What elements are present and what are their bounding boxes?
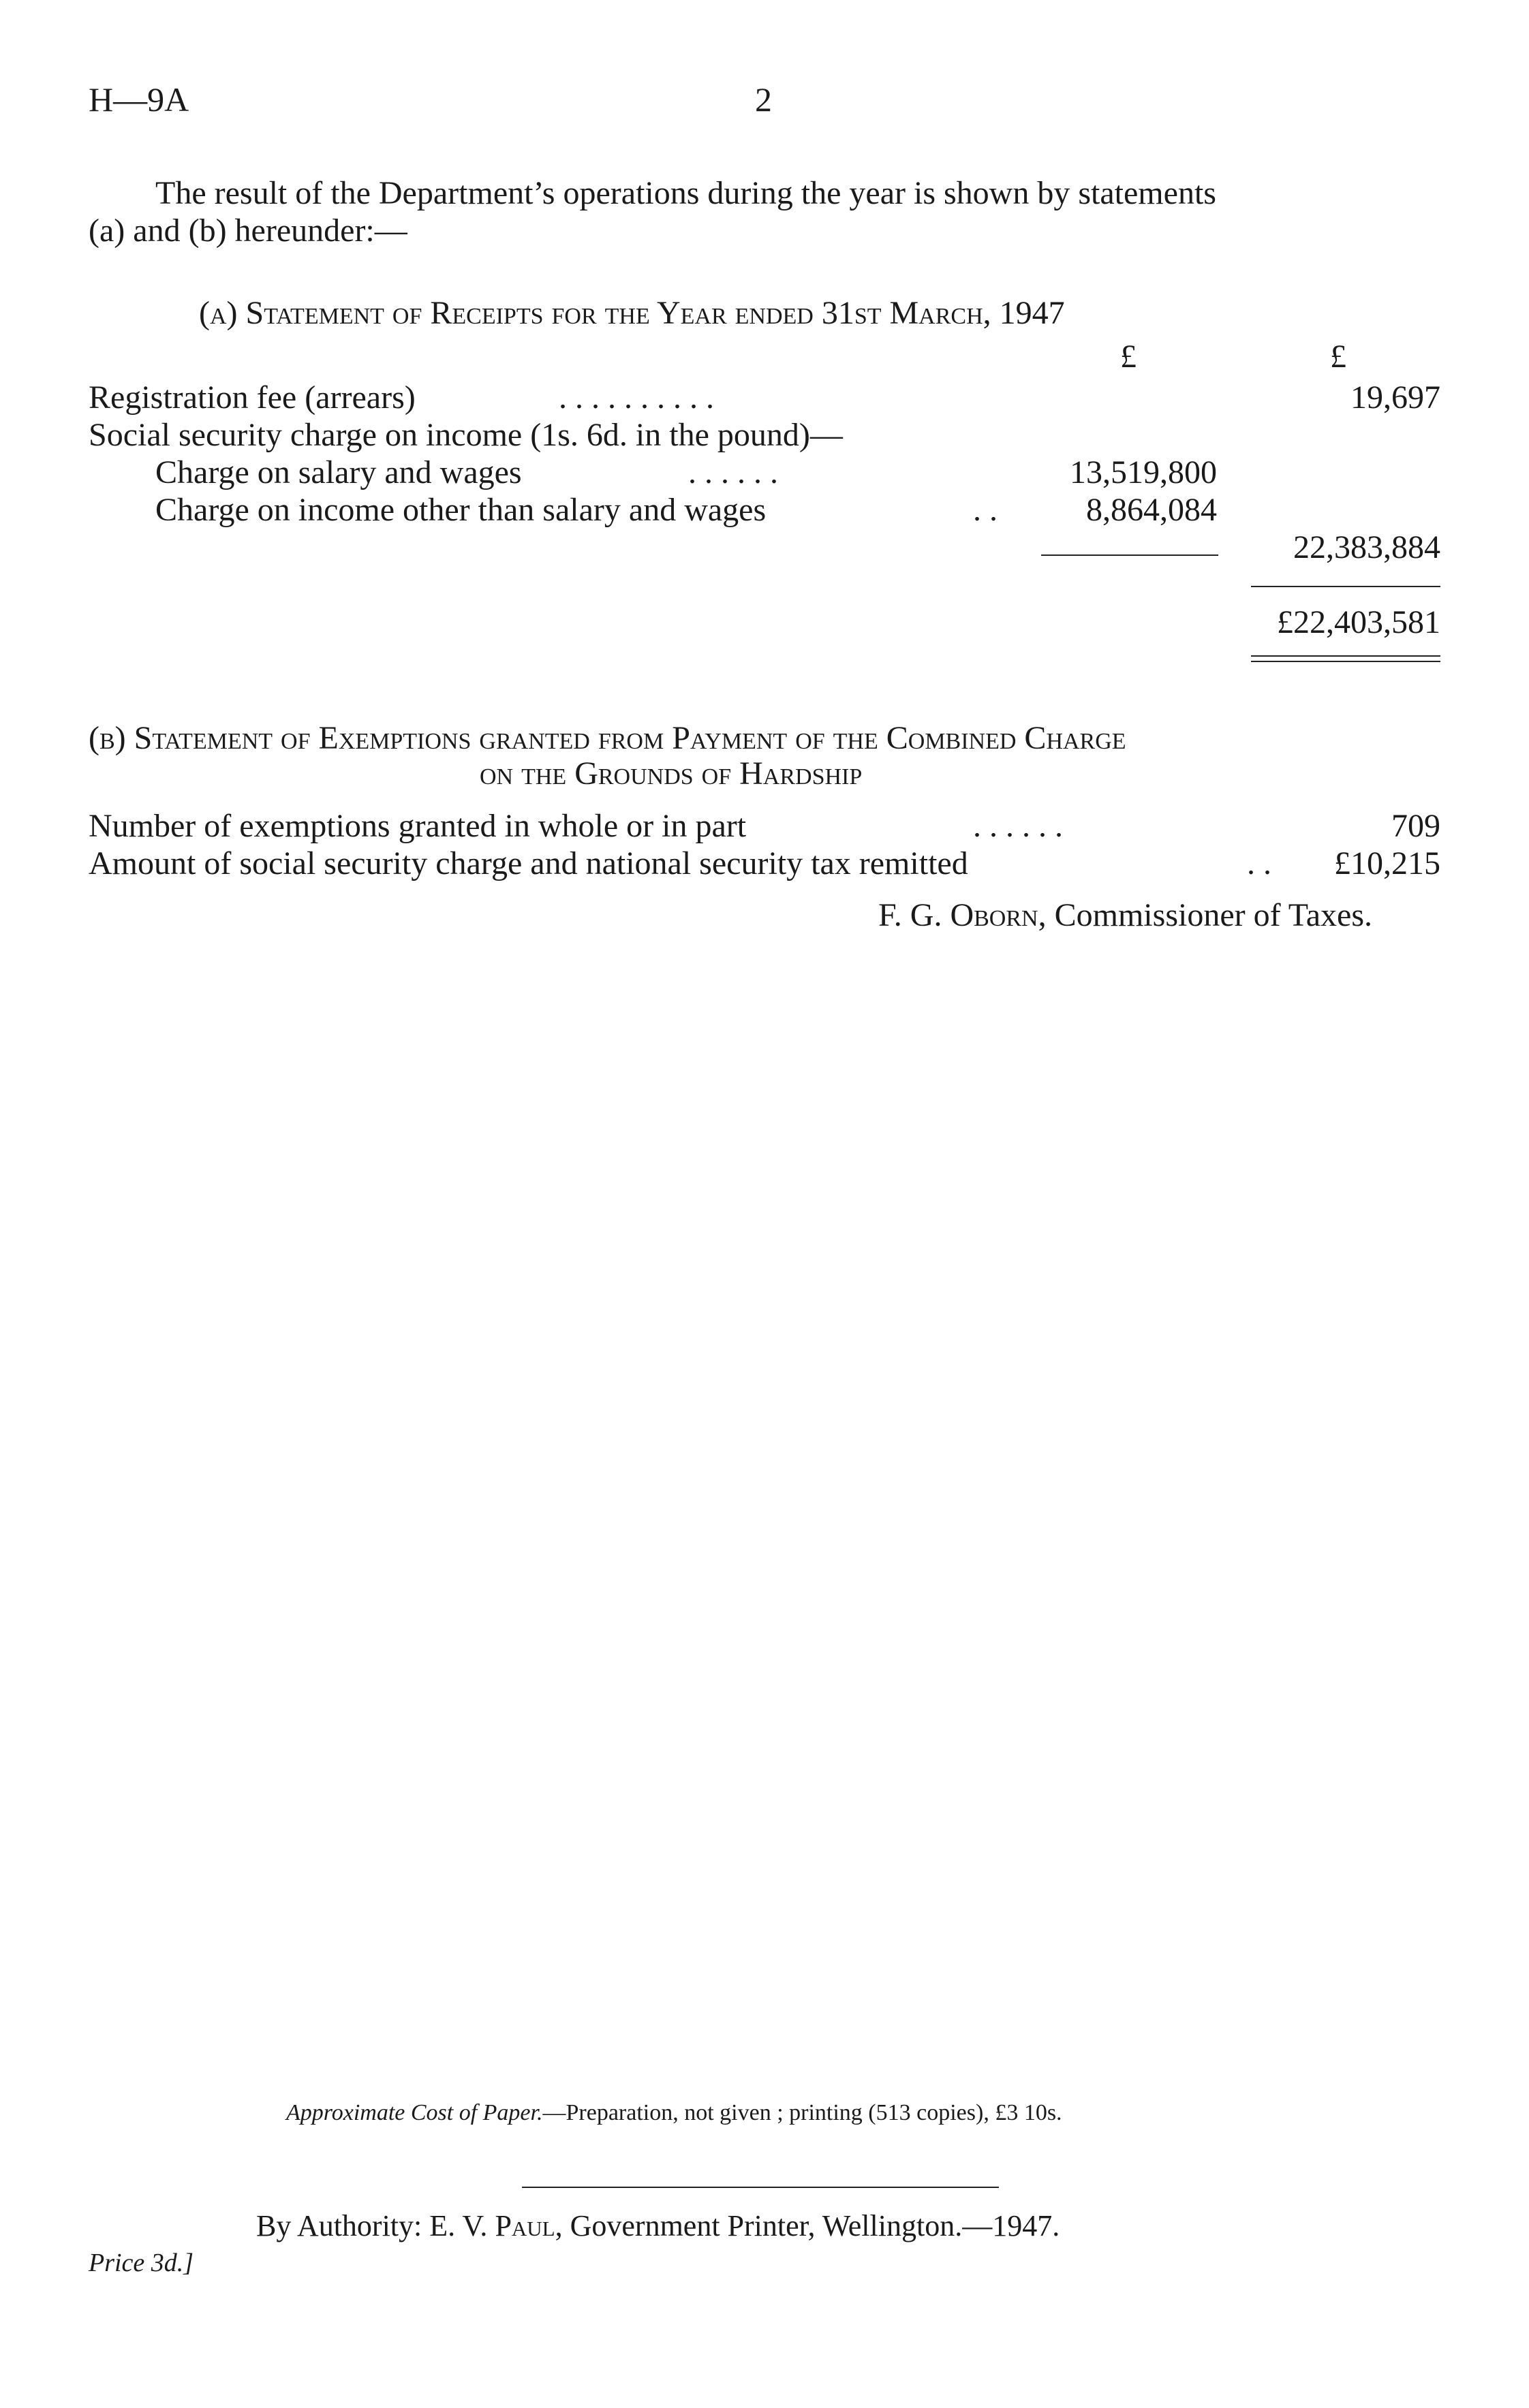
signatory-name: F. G. Oborn xyxy=(878,897,1038,933)
statement-b-title-line-1: (b) Statement of Exemptions granted from Payment of the Combined Charge xyxy=(89,720,1126,756)
double-rule-bottom xyxy=(1251,661,1440,662)
value-exemptions-number: 709 xyxy=(1391,808,1440,844)
price: Price 3d.] xyxy=(89,2249,194,2277)
subtotal-amount: 22,383,884 xyxy=(1293,529,1440,565)
double-rule-top xyxy=(1251,655,1440,657)
signature xyxy=(878,896,1372,935)
column-header-pounds-2: £ xyxy=(1330,339,1346,375)
signatory-title: , Commissioner of Taxes. xyxy=(1038,897,1372,933)
authority-prefix: By Authority: E. V. xyxy=(256,2209,495,2242)
leader-dots: . . xyxy=(1247,845,1271,881)
amount-other-income: 8,864,084 xyxy=(1086,492,1217,528)
cost-of-paper-label: Approximate Cost of Paper. xyxy=(286,2100,543,2125)
row-label-amount-remitted: Amount of social security charge and national security tax remitted xyxy=(89,845,968,881)
statement-a-title: (a) Statement of Receipts for the Year ended 31st March, 1947 xyxy=(199,295,1065,331)
total-rule xyxy=(1251,586,1440,587)
row-label-exemptions-number: Number of exemptions granted in whole or in part xyxy=(89,808,747,844)
value-amount-remitted: £10,215 xyxy=(1334,845,1440,881)
total-amount: £22,403,581 xyxy=(1277,604,1440,640)
row-label-social-security-charge: Social security charge on income (1s. 6d. in the pound)— xyxy=(89,417,843,453)
printer-authority xyxy=(256,2207,1060,2245)
leader-dots: . . . . . . xyxy=(973,808,1063,844)
subtotal-rule xyxy=(1041,554,1218,556)
row-label-salary-wages: Charge on salary and wages xyxy=(155,454,522,490)
leader-dots: . . . . . . xyxy=(688,454,778,490)
intro-line-2: (a) and (b) hereunder:— xyxy=(89,213,407,249)
leader-dots: . . . . . . . . . . xyxy=(559,379,714,416)
cost-of-paper-note xyxy=(286,2098,1062,2128)
amount-registration-fee: 19,697 xyxy=(1350,379,1440,416)
intro-line-1: The result of the Department’s operations during the year is shown by statements xyxy=(155,175,1216,211)
row-label-registration-fee: Registration fee (arrears) xyxy=(89,379,416,416)
footer-rule xyxy=(522,2187,999,2188)
authority-suffix: , Government Printer, Wellington.—1947. xyxy=(555,2209,1060,2242)
document-reference: H—9A xyxy=(89,80,189,119)
row-label-other-income: Charge on income other than salary and wages xyxy=(155,492,767,528)
statement-b-title-line-2: on the Grounds of Hardship xyxy=(480,755,863,792)
amount-salary-wages: 13,519,800 xyxy=(1070,454,1217,490)
column-header-pounds-1: £ xyxy=(1120,339,1137,375)
printer-name: Paul xyxy=(495,2209,555,2242)
leader-dots: . . xyxy=(973,492,998,528)
cost-of-paper-text: —Preparation, not given ; printing (513 copies), £3 10s. xyxy=(542,2100,1062,2125)
page-number: 2 xyxy=(755,80,772,119)
